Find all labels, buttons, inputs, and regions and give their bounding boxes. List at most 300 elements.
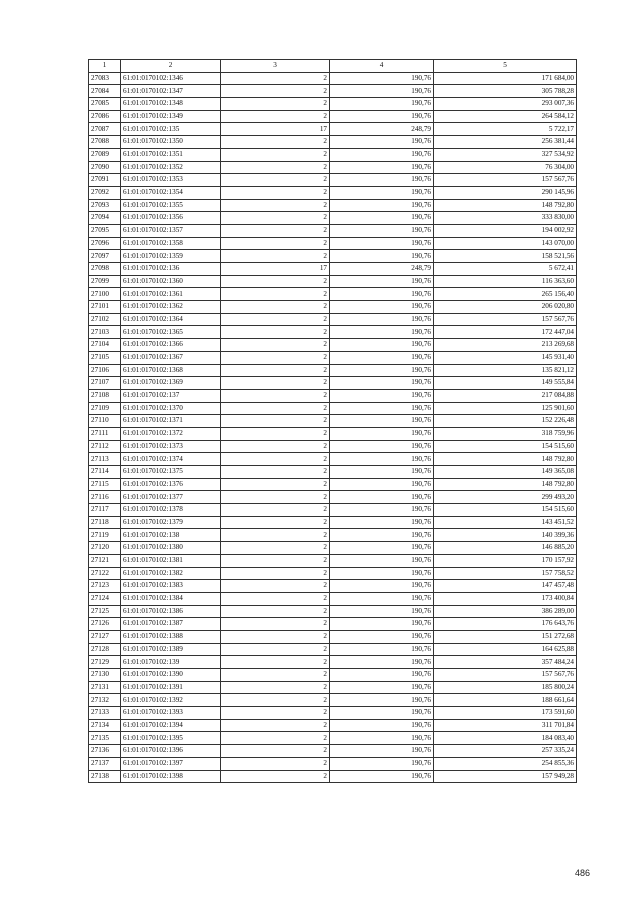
column-5-cell: 173 400,84 (434, 592, 577, 605)
cadastral-number-cell: 61:01:0170102:1380 (121, 542, 221, 555)
table-row (89, 681, 577, 694)
column-3-cell: 2 (221, 542, 330, 555)
cadastral-number-cell: 61:01:0170102:139 (121, 656, 221, 669)
column-4-cell: 190,76 (330, 770, 434, 783)
column-3-cell: 2 (221, 427, 330, 440)
column-3-cell: 2 (221, 732, 330, 745)
column-5-cell: 164 625,88 (434, 643, 577, 656)
column-3-cell: 2 (221, 643, 330, 656)
row-number-cell: 27119 (89, 529, 121, 542)
table-row (89, 554, 577, 567)
column-4-cell: 190,76 (330, 402, 434, 415)
table-row (89, 98, 577, 111)
column-5-cell: 171 684,00 (434, 72, 577, 85)
column-4-cell: 190,76 (330, 669, 434, 682)
column-5-cell: 293 007,36 (434, 98, 577, 111)
cadastral-number-cell: 61:01:0170102:136 (121, 263, 221, 276)
column-4-cell: 190,76 (330, 212, 434, 225)
row-number-cell: 27088 (89, 136, 121, 149)
column-3-cell: 2 (221, 618, 330, 631)
column-5-cell: 5 672,41 (434, 263, 577, 276)
column-3-cell: 2 (221, 313, 330, 326)
cadastral-number-cell: 61:01:0170102:1392 (121, 694, 221, 707)
cadastral-number-cell: 61:01:0170102:1348 (121, 98, 221, 111)
row-number-cell: 27136 (89, 745, 121, 758)
column-5-cell: 213 269,68 (434, 339, 577, 352)
column-5-cell: 146 885,20 (434, 542, 577, 555)
column-5-cell: 386 289,00 (434, 605, 577, 618)
row-number-cell: 27093 (89, 199, 121, 212)
column-4-cell: 248,79 (330, 123, 434, 136)
cadastral-number-cell: 61:01:0170102:1374 (121, 453, 221, 466)
column-4-cell: 190,76 (330, 466, 434, 479)
column-4-cell: 190,76 (330, 110, 434, 123)
row-number-cell: 27089 (89, 148, 121, 161)
row-number-cell: 27092 (89, 186, 121, 199)
cadastral-number-cell: 61:01:0170102:1350 (121, 136, 221, 149)
column-3-cell: 2 (221, 301, 330, 314)
column-4-cell: 190,76 (330, 592, 434, 605)
column-3-cell: 2 (221, 491, 330, 504)
row-number-cell: 27094 (89, 212, 121, 225)
table-row (89, 301, 577, 314)
column-5-cell: 152 226,48 (434, 415, 577, 428)
column-4-cell: 190,76 (330, 364, 434, 377)
row-number-cell: 27129 (89, 656, 121, 669)
row-number-cell: 27099 (89, 275, 121, 288)
table-row (89, 605, 577, 618)
column-3-cell: 2 (221, 770, 330, 783)
column-4-cell: 190,76 (330, 757, 434, 770)
table-row (89, 199, 577, 212)
table-row (89, 669, 577, 682)
column-3-cell: 2 (221, 136, 330, 149)
column-5-cell: 184 083,40 (434, 732, 577, 745)
table-row (89, 275, 577, 288)
column-4-cell: 190,76 (330, 313, 434, 326)
column-4-cell: 190,76 (330, 707, 434, 720)
column-5-cell: 188 661,64 (434, 694, 577, 707)
column-4-cell: 190,76 (330, 174, 434, 187)
row-number-cell: 27097 (89, 250, 121, 263)
column-4-cell: 190,76 (330, 580, 434, 593)
row-number-cell: 27118 (89, 516, 121, 529)
column-5-cell: 135 821,12 (434, 364, 577, 377)
table-row (89, 453, 577, 466)
row-number-cell: 27115 (89, 478, 121, 491)
column-4-cell: 190,76 (330, 630, 434, 643)
row-number-cell: 27112 (89, 440, 121, 453)
column-3-cell: 2 (221, 466, 330, 479)
column-5-cell: 264 584,12 (434, 110, 577, 123)
column-4-cell: 190,76 (330, 351, 434, 364)
row-number-cell: 27101 (89, 301, 121, 314)
column-4-cell: 190,76 (330, 529, 434, 542)
column-4-cell: 190,76 (330, 326, 434, 339)
column-4-cell: 190,76 (330, 301, 434, 314)
table-row (89, 466, 577, 479)
column-4-cell: 190,76 (330, 427, 434, 440)
table-row (89, 491, 577, 504)
column-4-cell: 190,76 (330, 542, 434, 555)
column-5-cell: 116 363,60 (434, 275, 577, 288)
cadastral-number-cell: 61:01:0170102:1356 (121, 212, 221, 225)
column-4-cell: 190,76 (330, 453, 434, 466)
table-row (89, 656, 577, 669)
row-number-cell: 27131 (89, 681, 121, 694)
column-4-cell: 190,76 (330, 389, 434, 402)
column-5-cell: 125 901,60 (434, 402, 577, 415)
table-row (89, 351, 577, 364)
column-5-cell: 157 949,28 (434, 770, 577, 783)
cadastral-number-cell: 61:01:0170102:1368 (121, 364, 221, 377)
column-4-cell: 190,76 (330, 72, 434, 85)
column-3-cell: 2 (221, 364, 330, 377)
page-number: 486 (574, 868, 590, 878)
column-3-cell: 2 (221, 148, 330, 161)
row-number-cell: 27122 (89, 567, 121, 580)
row-number-cell: 27138 (89, 770, 121, 783)
column-header-3: 3 (221, 60, 330, 73)
table-row (89, 516, 577, 529)
cadastral-number-cell: 61:01:0170102:1375 (121, 466, 221, 479)
column-4-cell: 190,76 (330, 732, 434, 745)
column-5-cell: 176 643,76 (434, 618, 577, 631)
column-3-cell: 2 (221, 110, 330, 123)
row-number-cell: 27102 (89, 313, 121, 326)
column-4-cell: 190,76 (330, 656, 434, 669)
column-5-cell: 149 555,84 (434, 377, 577, 390)
cadastral-number-cell: 61:01:0170102:1394 (121, 719, 221, 732)
table-row (89, 123, 577, 136)
table-row (89, 364, 577, 377)
row-number-cell: 27114 (89, 466, 121, 479)
column-5-cell: 157 567,76 (434, 313, 577, 326)
column-3-cell: 2 (221, 389, 330, 402)
column-5-cell: 299 493,20 (434, 491, 577, 504)
column-4-cell: 190,76 (330, 719, 434, 732)
cadastral-number-cell: 61:01:0170102:1372 (121, 427, 221, 440)
cadastral-number-cell: 61:01:0170102:1371 (121, 415, 221, 428)
table-row (89, 478, 577, 491)
row-number-cell: 27085 (89, 98, 121, 111)
column-3-cell: 2 (221, 402, 330, 415)
row-number-cell: 27100 (89, 288, 121, 301)
row-number-cell: 27132 (89, 694, 121, 707)
column-4-cell: 190,76 (330, 339, 434, 352)
table-row (89, 630, 577, 643)
table-row (89, 313, 577, 326)
cadastral-number-cell: 61:01:0170102:1373 (121, 440, 221, 453)
row-number-cell: 27123 (89, 580, 121, 593)
column-4-cell: 190,76 (330, 567, 434, 580)
cadastral-number-cell: 61:01:0170102:1396 (121, 745, 221, 758)
column-4-cell: 190,76 (330, 224, 434, 237)
row-number-cell: 27117 (89, 504, 121, 517)
cadastral-number-cell: 61:01:0170102:135 (121, 123, 221, 136)
column-4-cell: 190,76 (330, 288, 434, 301)
column-3-cell: 2 (221, 85, 330, 98)
table-row (89, 643, 577, 656)
column-5-cell: 145 931,40 (434, 351, 577, 364)
column-3-cell: 2 (221, 415, 330, 428)
cadastral-number-cell: 61:01:0170102:1364 (121, 313, 221, 326)
cadastral-number-cell: 61:01:0170102:1381 (121, 554, 221, 567)
column-5-cell: 194 002,92 (434, 224, 577, 237)
column-5-cell: 311 701,84 (434, 719, 577, 732)
column-4-cell: 190,76 (330, 237, 434, 250)
column-3-cell: 2 (221, 339, 330, 352)
column-4-cell: 190,76 (330, 618, 434, 631)
column-3-cell: 2 (221, 592, 330, 605)
column-5-cell: 257 335,24 (434, 745, 577, 758)
column-4-cell: 190,76 (330, 516, 434, 529)
column-3-cell: 2 (221, 745, 330, 758)
cadastral-number-cell: 61:01:0170102:1397 (121, 757, 221, 770)
column-5-cell: 147 457,48 (434, 580, 577, 593)
table-row (89, 402, 577, 415)
column-4-cell: 190,76 (330, 148, 434, 161)
cadastral-number-cell: 61:01:0170102:1369 (121, 377, 221, 390)
table-row (89, 110, 577, 123)
table-row (89, 377, 577, 390)
table-row (89, 339, 577, 352)
cadastral-number-cell: 61:01:0170102:1376 (121, 478, 221, 491)
column-5-cell: 148 792,80 (434, 199, 577, 212)
column-3-cell: 2 (221, 288, 330, 301)
table-row (89, 732, 577, 745)
column-3-cell: 2 (221, 516, 330, 529)
cadastral-number-cell: 61:01:0170102:1387 (121, 618, 221, 631)
row-number-cell: 27095 (89, 224, 121, 237)
column-4-cell: 190,76 (330, 98, 434, 111)
column-4-cell: 190,76 (330, 554, 434, 567)
column-5-cell: 357 484,24 (434, 656, 577, 669)
row-number-cell: 27128 (89, 643, 121, 656)
column-3-cell: 2 (221, 326, 330, 339)
column-3-cell: 2 (221, 567, 330, 580)
row-number-cell: 27107 (89, 377, 121, 390)
column-3-cell: 2 (221, 630, 330, 643)
table-row (89, 212, 577, 225)
cadastral-number-cell: 61:01:0170102:1353 (121, 174, 221, 187)
cadastral-number-cell: 61:01:0170102:1365 (121, 326, 221, 339)
row-number-cell: 27121 (89, 554, 121, 567)
cadastral-number-cell: 61:01:0170102:1395 (121, 732, 221, 745)
cadastral-number-cell: 61:01:0170102:138 (121, 529, 221, 542)
column-3-cell: 2 (221, 707, 330, 720)
column-5-cell: 170 157,92 (434, 554, 577, 567)
column-5-cell: 157 567,76 (434, 174, 577, 187)
column-5-cell: 157 567,76 (434, 669, 577, 682)
column-3-cell: 2 (221, 554, 330, 567)
cadastral-number-cell: 61:01:0170102:1361 (121, 288, 221, 301)
column-5-cell: 185 800,24 (434, 681, 577, 694)
row-number-cell: 27125 (89, 605, 121, 618)
column-5-cell: 333 830,00 (434, 212, 577, 225)
row-number-cell: 27130 (89, 669, 121, 682)
table-row (89, 224, 577, 237)
column-5-cell: 256 381,44 (434, 136, 577, 149)
table-header-row (89, 60, 577, 73)
row-number-cell: 27098 (89, 263, 121, 276)
cadastral-number-cell: 61:01:0170102:1355 (121, 199, 221, 212)
row-number-cell: 27083 (89, 72, 121, 85)
table-row (89, 427, 577, 440)
column-3-cell: 2 (221, 504, 330, 517)
table-row (89, 72, 577, 85)
table-row (89, 148, 577, 161)
cadastral-number-cell: 61:01:0170102:1384 (121, 592, 221, 605)
column-3-cell: 2 (221, 377, 330, 390)
table-row (89, 504, 577, 517)
cadastral-number-cell: 61:01:0170102:1390 (121, 669, 221, 682)
column-3-cell: 2 (221, 694, 330, 707)
table-row (89, 757, 577, 770)
column-3-cell: 2 (221, 250, 330, 263)
column-3-cell: 2 (221, 681, 330, 694)
column-4-cell: 190,76 (330, 199, 434, 212)
column-5-cell: 158 521,56 (434, 250, 577, 263)
column-5-cell: 290 145,96 (434, 186, 577, 199)
cadastral-number-cell: 61:01:0170102:1359 (121, 250, 221, 263)
column-4-cell: 190,76 (330, 643, 434, 656)
table-row (89, 694, 577, 707)
column-3-cell: 2 (221, 275, 330, 288)
column-3-cell: 2 (221, 351, 330, 364)
cadastral-number-cell: 61:01:0170102:1349 (121, 110, 221, 123)
column-3-cell: 2 (221, 186, 330, 199)
column-4-cell: 190,76 (330, 491, 434, 504)
column-4-cell: 190,76 (330, 377, 434, 390)
column-5-cell: 173 591,60 (434, 707, 577, 720)
cadastral-number-cell: 61:01:0170102:1354 (121, 186, 221, 199)
column-3-cell: 2 (221, 529, 330, 542)
table-row (89, 186, 577, 199)
row-number-cell: 27086 (89, 110, 121, 123)
column-3-cell: 2 (221, 161, 330, 174)
cadastral-number-cell: 61:01:0170102:1386 (121, 605, 221, 618)
column-4-cell: 190,76 (330, 161, 434, 174)
column-3-cell: 2 (221, 199, 330, 212)
cadastral-number-cell: 61:01:0170102:1360 (121, 275, 221, 288)
table-row (89, 85, 577, 98)
column-5-cell: 172 447,04 (434, 326, 577, 339)
cadastral-number-cell: 61:01:0170102:1393 (121, 707, 221, 720)
row-number-cell: 27126 (89, 618, 121, 631)
row-number-cell: 27106 (89, 364, 121, 377)
table-row (89, 263, 577, 276)
column-3-cell: 17 (221, 263, 330, 276)
column-4-cell: 190,76 (330, 681, 434, 694)
column-3-cell: 2 (221, 440, 330, 453)
cadastral-number-cell: 61:01:0170102:1358 (121, 237, 221, 250)
column-5-cell: 206 020,80 (434, 301, 577, 314)
column-5-cell: 76 304,00 (434, 161, 577, 174)
table-row (89, 580, 577, 593)
table-row (89, 389, 577, 402)
column-header-2: 2 (121, 60, 221, 73)
cadastral-number-cell: 61:01:0170102:1388 (121, 630, 221, 643)
row-number-cell: 27111 (89, 427, 121, 440)
table-row (89, 567, 577, 580)
column-3-cell: 2 (221, 224, 330, 237)
row-number-cell: 27091 (89, 174, 121, 187)
cadastral-number-cell: 61:01:0170102:1383 (121, 580, 221, 593)
cadastral-number-cell: 61:01:0170102:1346 (121, 72, 221, 85)
cadastral-number-cell: 61:01:0170102:1351 (121, 148, 221, 161)
table-body (89, 72, 577, 783)
column-5-cell: 327 534,92 (434, 148, 577, 161)
column-3-cell: 2 (221, 212, 330, 225)
column-3-cell: 2 (221, 72, 330, 85)
column-3-cell: 2 (221, 453, 330, 466)
column-3-cell: 2 (221, 580, 330, 593)
column-4-cell: 190,76 (330, 440, 434, 453)
cadastral-number-cell: 61:01:0170102:1366 (121, 339, 221, 352)
column-5-cell: 5 722,17 (434, 123, 577, 136)
table-row (89, 440, 577, 453)
cadastral-number-cell: 61:01:0170102:1357 (121, 224, 221, 237)
column-5-cell: 154 515,60 (434, 504, 577, 517)
column-5-cell: 140 399,36 (434, 529, 577, 542)
cadastral-number-cell: 61:01:0170102:1352 (121, 161, 221, 174)
cadastral-number-cell: 61:01:0170102:1382 (121, 567, 221, 580)
column-3-cell: 2 (221, 478, 330, 491)
column-4-cell: 190,76 (330, 275, 434, 288)
column-5-cell: 151 272,68 (434, 630, 577, 643)
table-row (89, 770, 577, 783)
column-4-cell: 190,76 (330, 694, 434, 707)
table-row (89, 542, 577, 555)
cadastral-number-cell: 61:01:0170102:1370 (121, 402, 221, 415)
row-number-cell: 27133 (89, 707, 121, 720)
cadastral-number-cell: 61:01:0170102:1367 (121, 351, 221, 364)
row-number-cell: 27113 (89, 453, 121, 466)
row-number-cell: 27103 (89, 326, 121, 339)
table-row (89, 592, 577, 605)
cadastral-number-cell: 61:01:0170102:1389 (121, 643, 221, 656)
table-row (89, 237, 577, 250)
row-number-cell: 27084 (89, 85, 121, 98)
column-4-cell: 190,76 (330, 186, 434, 199)
row-number-cell: 27096 (89, 237, 121, 250)
cadastral-number-cell: 61:01:0170102:1347 (121, 85, 221, 98)
row-number-cell: 27105 (89, 351, 121, 364)
column-4-cell: 190,76 (330, 85, 434, 98)
cadastral-number-cell: 61:01:0170102:1377 (121, 491, 221, 504)
cadastral-number-cell: 61:01:0170102:1379 (121, 516, 221, 529)
column-3-cell: 2 (221, 669, 330, 682)
column-3-cell: 2 (221, 605, 330, 618)
cadastral-number-cell: 61:01:0170102:137 (121, 389, 221, 402)
column-4-cell: 190,76 (330, 250, 434, 263)
table-row (89, 415, 577, 428)
row-number-cell: 27116 (89, 491, 121, 504)
table-row (89, 174, 577, 187)
row-number-cell: 27109 (89, 402, 121, 415)
row-number-cell: 27135 (89, 732, 121, 745)
cadastral-number-cell: 61:01:0170102:1398 (121, 770, 221, 783)
row-number-cell: 27087 (89, 123, 121, 136)
table-row (89, 326, 577, 339)
column-3-cell: 2 (221, 757, 330, 770)
column-3-cell: 2 (221, 656, 330, 669)
column-5-cell: 157 758,52 (434, 567, 577, 580)
column-3-cell: 2 (221, 98, 330, 111)
column-4-cell: 190,76 (330, 504, 434, 517)
row-number-cell: 27110 (89, 415, 121, 428)
